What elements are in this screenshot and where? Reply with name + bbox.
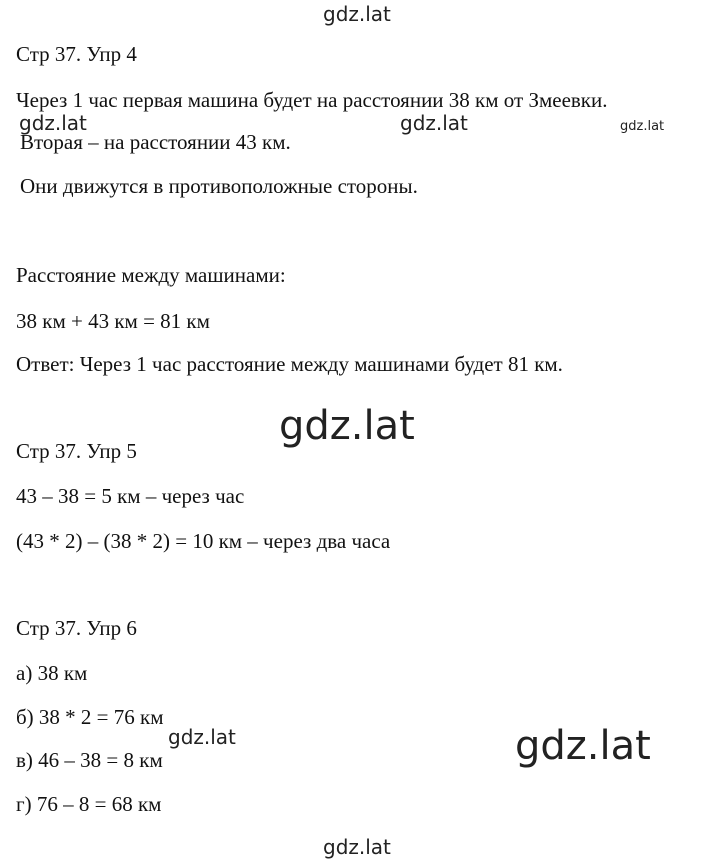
watermark-bottom: gdz.lat [323,835,391,859]
ex6-item-b: б) 38 * 2 = 76 км [16,705,164,729]
watermark-row1-right: gdz.lat [620,119,665,134]
watermark-row1-left: gdz.lat [19,111,87,135]
watermark-top: gdz.lat [323,2,391,26]
watermark-row1-mid: gdz.lat [400,111,468,135]
ex5-heading: Стр 37. Упр 5 [16,439,137,463]
ex4-line5: 38 км + 43 км = 81 км [16,309,210,333]
ex4-heading: Стр 37. Упр 4 [16,42,137,66]
ex6-item-v: в) 46 – 38 = 8 км [16,748,163,772]
ex4-line3: Они движутся в противоположные стороны. [20,174,418,198]
ex4-line4: Расстояние между машинами: [16,263,286,287]
ex4-line2: Вторая – на расстоянии 43 км. [20,130,291,154]
ex6-heading: Стр 37. Упр 6 [16,616,137,640]
watermark-big-right: gdz.lat [515,723,651,769]
watermark-big-center: gdz.lat [279,403,415,449]
watermark-mid-left: gdz.lat [168,725,236,749]
ex4-line1: Через 1 час первая машина будет на расстоянии 38 км от Змеевки. [16,88,608,112]
ex5-line2: (43 * 2) – (38 * 2) = 10 км – через два часа [16,529,391,553]
ex6-item-g: г) 76 – 8 = 68 км [16,792,162,816]
ex6-item-a: а) 38 км [16,661,88,685]
ex5-line1: 43 – 38 = 5 км – через час [16,484,245,508]
ex4-answer: Ответ: Через 1 час расстояние между машинами будет 81 км. [16,352,563,376]
